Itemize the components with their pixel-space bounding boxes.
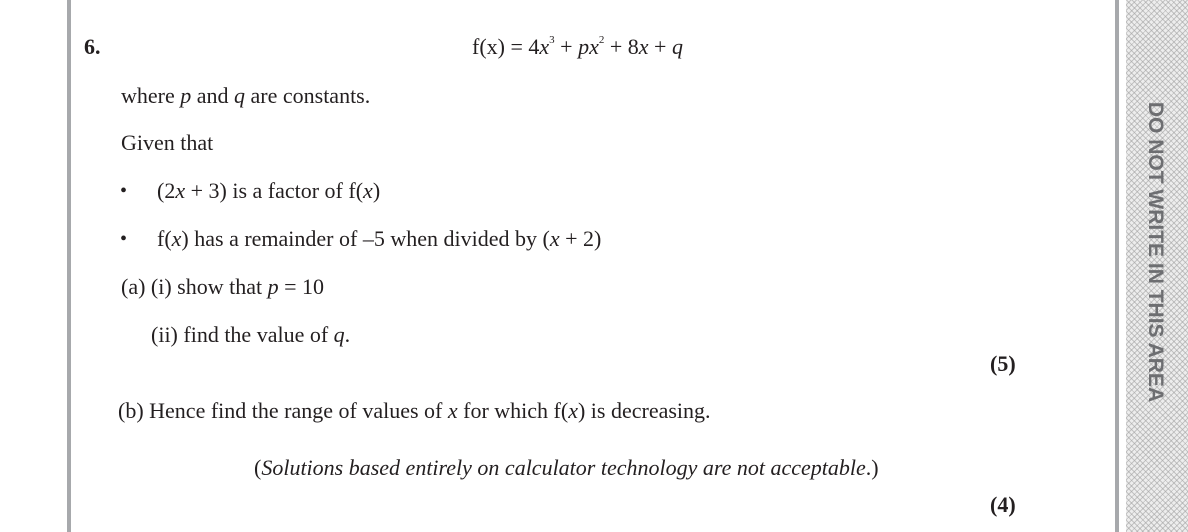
var-x: x bbox=[363, 178, 373, 203]
var-x: x bbox=[171, 226, 182, 251]
text-segment: ) is decreasing. bbox=[577, 398, 711, 423]
var-q: q bbox=[234, 83, 246, 108]
part-a-ii bbox=[151, 322, 350, 348]
text-segment: ) bbox=[372, 178, 381, 203]
var-p: p bbox=[180, 83, 192, 108]
given-that: Given that bbox=[121, 130, 214, 155]
text-segment: ( bbox=[254, 455, 262, 480]
var-x: x bbox=[549, 226, 560, 251]
marks-part-a: (5) bbox=[990, 351, 1016, 376]
formula-exponent: 2 bbox=[598, 34, 605, 46]
text-segment: f( bbox=[157, 226, 172, 251]
question-number: 6. bbox=[84, 34, 101, 59]
formula-plus: + bbox=[648, 34, 672, 59]
var-q: q bbox=[333, 322, 345, 347]
condition-remainder bbox=[157, 226, 601, 252]
bullet-icon: • bbox=[120, 228, 128, 250]
text-segment: are constants. bbox=[245, 83, 371, 108]
text-segment: . bbox=[344, 322, 351, 347]
formula-var-p: p bbox=[578, 34, 590, 59]
note-text: Solutions based entirely on calculator technology are not acceptable bbox=[261, 455, 866, 480]
left-border bbox=[67, 0, 71, 532]
part-b bbox=[118, 398, 711, 424]
text-segment: (2 bbox=[157, 178, 176, 203]
function-definition bbox=[472, 34, 683, 60]
text-segment: ) has a remainder of –5 when divided by ( bbox=[181, 226, 550, 251]
var-x: x bbox=[447, 398, 458, 423]
right-border bbox=[1115, 0, 1119, 532]
calculator-note bbox=[254, 455, 879, 481]
text-segment: where bbox=[121, 83, 181, 108]
text-segment: (ii) find the value of bbox=[151, 322, 334, 347]
text-segment: .) bbox=[865, 455, 879, 480]
var-x: x bbox=[175, 178, 186, 203]
text-segment: = 10 bbox=[278, 274, 325, 299]
text-segment: and bbox=[191, 83, 235, 108]
bullet-icon: • bbox=[120, 180, 128, 202]
formula-var-x: x bbox=[589, 34, 599, 59]
text-segment: + 2) bbox=[559, 226, 602, 251]
part-a-i bbox=[121, 274, 324, 300]
margin-notice: DO NOT WRITE IN THIS AREA bbox=[1144, 101, 1167, 403]
formula-lhs: f(x) = 4 bbox=[472, 34, 540, 59]
condition-factor bbox=[157, 178, 380, 204]
var-p: p bbox=[267, 274, 279, 299]
var-x: x bbox=[568, 398, 578, 423]
formula-linear-term: + 8 bbox=[604, 34, 639, 59]
formula-var-x: x bbox=[638, 34, 649, 59]
text-segment: (b) Hence find the range of values of bbox=[118, 398, 448, 423]
formula-var-x: x bbox=[539, 34, 550, 59]
text-segment: (a) (i) show that bbox=[121, 274, 268, 299]
text-segment: for which f( bbox=[457, 398, 569, 423]
formula-var-q: q bbox=[671, 34, 683, 59]
marks-part-b: (4) bbox=[990, 492, 1016, 517]
constants-statement bbox=[121, 83, 370, 109]
formula-plus: + bbox=[554, 34, 579, 59]
text-segment: + 3) is a factor of f( bbox=[185, 178, 364, 203]
formula-exponent: 3 bbox=[549, 34, 555, 46]
